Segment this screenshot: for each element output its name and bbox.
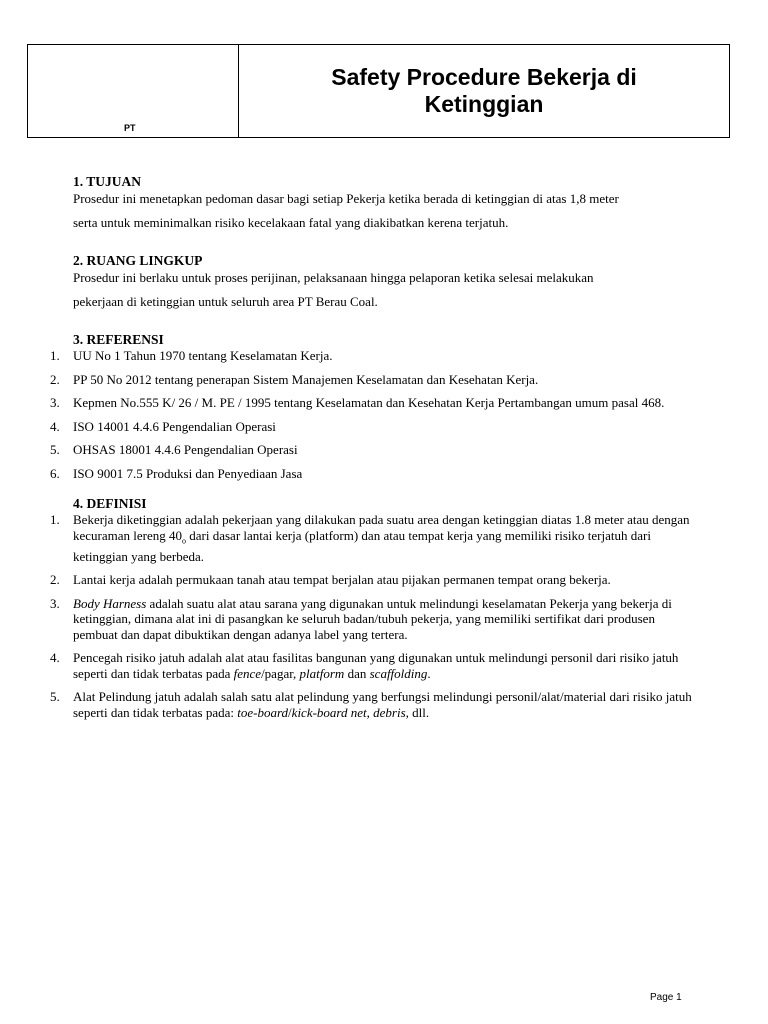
list-item: [26, 512, 693, 564]
document-body: [50, 173, 693, 734]
definition-text: dll.: [408, 704, 430, 720]
list-number: 4.: [50, 650, 60, 666]
list-item: [26, 442, 693, 458]
list-text: [73, 650, 693, 681]
section-heading: 2. RUANG LINGKUP: [73, 253, 203, 268]
company-label: PT: [124, 123, 136, 133]
section-text: [73, 269, 693, 311]
list-number: 1.: [50, 348, 60, 363]
definition-text: /pagar,: [261, 665, 300, 681]
list-item: [26, 572, 693, 588]
document-title: Safety Procedure Bekerja di Ketinggian: [331, 64, 637, 117]
list-text: ISO 14001 4.4.6 Pengendalian Operasi: [73, 418, 276, 434]
list-number: 2.: [50, 371, 60, 387]
section-definisi: [50, 495, 693, 720]
list-number: 6.: [50, 465, 60, 481]
list-text: Kepmen No.555 K/ 26 / M. PE / 1995 tentang Keselamatan dan Kesehatan Kerja Pertambangan umum pasal 468.: [73, 395, 665, 410]
definition-list: [26, 512, 693, 720]
definition-term: platform: [299, 665, 345, 681]
reference-list: [26, 348, 693, 481]
section-heading: 3. REFERENSI: [73, 332, 164, 347]
list-item: [26, 372, 693, 388]
definition-text: dari dasar lantai kerja (platform) dan atau tempat kerja yang memiliki risiko terjatuh dari ketinggian yang berbeda.: [73, 527, 651, 564]
list-item: [26, 466, 693, 482]
definition-term: scaffolding: [369, 665, 428, 681]
section-tujuan: [73, 173, 693, 232]
list-number: 4.: [50, 418, 60, 434]
logo-cell: [28, 45, 239, 137]
definition-text: /: [288, 704, 292, 720]
list-number: 3.: [50, 595, 60, 611]
section-heading: 1. TUJUAN: [73, 174, 142, 189]
definition-text: .: [427, 665, 431, 681]
definition-term: toe-board: [237, 704, 289, 720]
list-text: [73, 689, 693, 720]
section-text-line: pekerjaan di ketinggian untuk seluruh area PT Berau Coal.: [73, 294, 378, 309]
section-referensi: [50, 331, 693, 481]
list-text: ISO 9001 7.5 Produksi dan Penyediaan Jasa: [73, 465, 303, 481]
definition-text: dan: [344, 665, 370, 681]
definition-term: kick-board net, debris,: [291, 704, 409, 720]
title-cell: [239, 45, 729, 137]
list-text: [73, 512, 693, 564]
definition-text: Bekerja diketinggian adalah pekerjaan yang dilakukan pada suatu area dengan ketinggian diatas 1.8 meter atau dengan kecuraman lereng 40: [73, 512, 690, 543]
list-item: [26, 650, 693, 681]
list-number: 5.: [50, 689, 60, 705]
degree-mark: o: [182, 536, 187, 546]
section-heading: 4. DEFINISI: [73, 496, 147, 511]
list-text: PP 50 No 2012 tentang penerapan Sistem Manajemen Keselamatan dan Kesehatan Kerja.: [73, 371, 539, 387]
list-item: [26, 348, 693, 364]
section-text-line: serta untuk meminimalkan risiko kecelakaan fatal yang diakibatkan kerena terjatuh.: [73, 215, 509, 230]
list-item: [26, 395, 693, 411]
list-number: 2.: [50, 572, 60, 588]
definition-text: Alat Pelindung jatuh adalah salah satu alat pelindung yang berfungsi melindungi personil/alat/material dari risiko jatuh seperti dan tidak terbatas pada:: [73, 689, 692, 720]
list-item: [26, 419, 693, 435]
section-ruang-lingkup: [73, 252, 693, 311]
definition-term: Body Harness: [73, 595, 147, 611]
list-number: 1.: [50, 512, 60, 527]
section-text: [73, 190, 693, 232]
header-table: [27, 44, 730, 138]
list-item: [26, 596, 693, 643]
definition-text: Pencegah risiko jatuh adalah alat atau fasilitas bangunan yang digunakan untuk melindungi personil dari risiko jatuh seperti dan tidak terbatas pada: [73, 650, 679, 681]
list-text: OHSAS 18001 4.4.6 Pengendalian Operasi: [73, 442, 298, 457]
section-text-line: Prosedur ini berlaku untuk proses perijinan, pelaksanaan hingga pelaporan ketika selesai melakukan: [73, 270, 594, 285]
list-text: UU No 1 Tahun 1970 tentang Keselamatan Kerja.: [73, 348, 333, 363]
list-item: [26, 689, 693, 720]
definition-text: adalah suatu alat atau sarana yang digunakan untuk melindungi keselamatan Pekerja yang bekerja di ketinggian, dimana alat ini di pasangkan ke seluruh badan/tubuh pekerja, yang memiliki sertifikat dari produsen pembuat dan dapat dibuktikan dengan adanya label yang tertera.: [73, 595, 672, 642]
list-number: 5.: [50, 442, 60, 457]
page-number: Page 1: [650, 992, 682, 1003]
section-text-line: Prosedur ini menetapkan pedoman dasar bagi setiap Pekerja ketika berada di ketinggian di atas 1,8 meter: [73, 191, 619, 206]
list-number: 3.: [50, 395, 60, 410]
definition-term: fence: [233, 665, 262, 681]
list-text: Lantai kerja adalah permukaan tanah atau tempat berjalan atau pijakan permanen tempat orang bekerja.: [73, 572, 611, 588]
list-text: [73, 596, 693, 643]
